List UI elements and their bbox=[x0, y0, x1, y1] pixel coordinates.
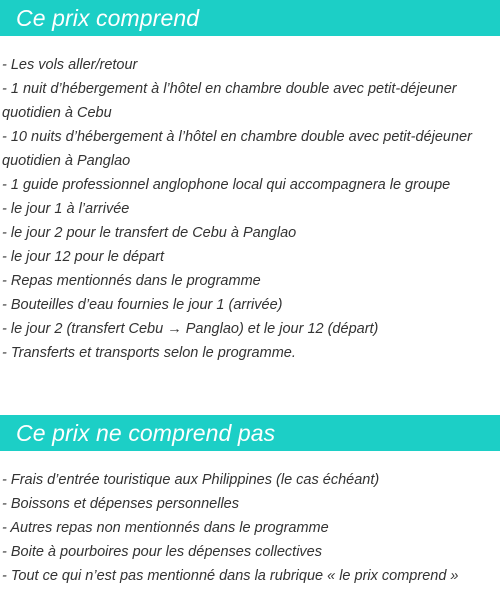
included-item: - le jour 2 pour le transfert de Cebu à Panglao bbox=[2, 225, 297, 241]
included-item: - 1 guide professionnel anglophone local qui accompagnera le groupe bbox=[2, 177, 451, 193]
included-item: - Transferts et transports selon le programme. bbox=[2, 345, 296, 361]
included-item: - Les vols aller/retour bbox=[2, 57, 138, 73]
included-item: - le jour 12 pour le départ bbox=[2, 249, 165, 265]
included-item: - le jour 2 (transfert Cebu → Panglao) et le jour 12 (départ) bbox=[2, 321, 379, 337]
excluded-items-list bbox=[0, 468, 500, 588]
included-item: - 10 nuits d’hébergement à l’hôtel en chambre double avec petit-déjeuner bbox=[2, 129, 472, 145]
included-section-title: Ce prix comprend bbox=[16, 4, 200, 31]
excluded-item: - Autres repas non mentionnés dans le programme bbox=[2, 520, 329, 536]
excluded-section-header bbox=[0, 415, 500, 451]
excluded-item: - Tout ce qui n’est pas mentionné dans la rubrique « le prix comprend » bbox=[2, 568, 459, 584]
excluded-section-title: Ce prix ne comprend pas bbox=[16, 419, 276, 446]
included-item: quotidien à Cebu bbox=[2, 105, 112, 121]
included-item: quotidien à Panglao bbox=[2, 153, 131, 169]
included-items-list bbox=[0, 53, 500, 365]
excluded-item: - Boite à pourboires pour les dépenses collectives bbox=[2, 544, 322, 560]
excluded-item: - Frais d’entrée touristique aux Philippines (le cas échéant) bbox=[2, 472, 380, 488]
included-item: - Repas mentionnés dans le programme bbox=[2, 273, 261, 289]
included-section-header bbox=[0, 0, 500, 36]
excluded-item: - Boissons et dépenses personnelles bbox=[2, 496, 239, 512]
included-item: - 1 nuit d’hébergement à l’hôtel en chambre double avec petit-déjeuner bbox=[2, 81, 457, 97]
included-item: - Bouteilles d’eau fournies le jour 1 (arrivée) bbox=[2, 297, 283, 313]
included-item: - le jour 1 à l’arrivée bbox=[2, 201, 130, 217]
